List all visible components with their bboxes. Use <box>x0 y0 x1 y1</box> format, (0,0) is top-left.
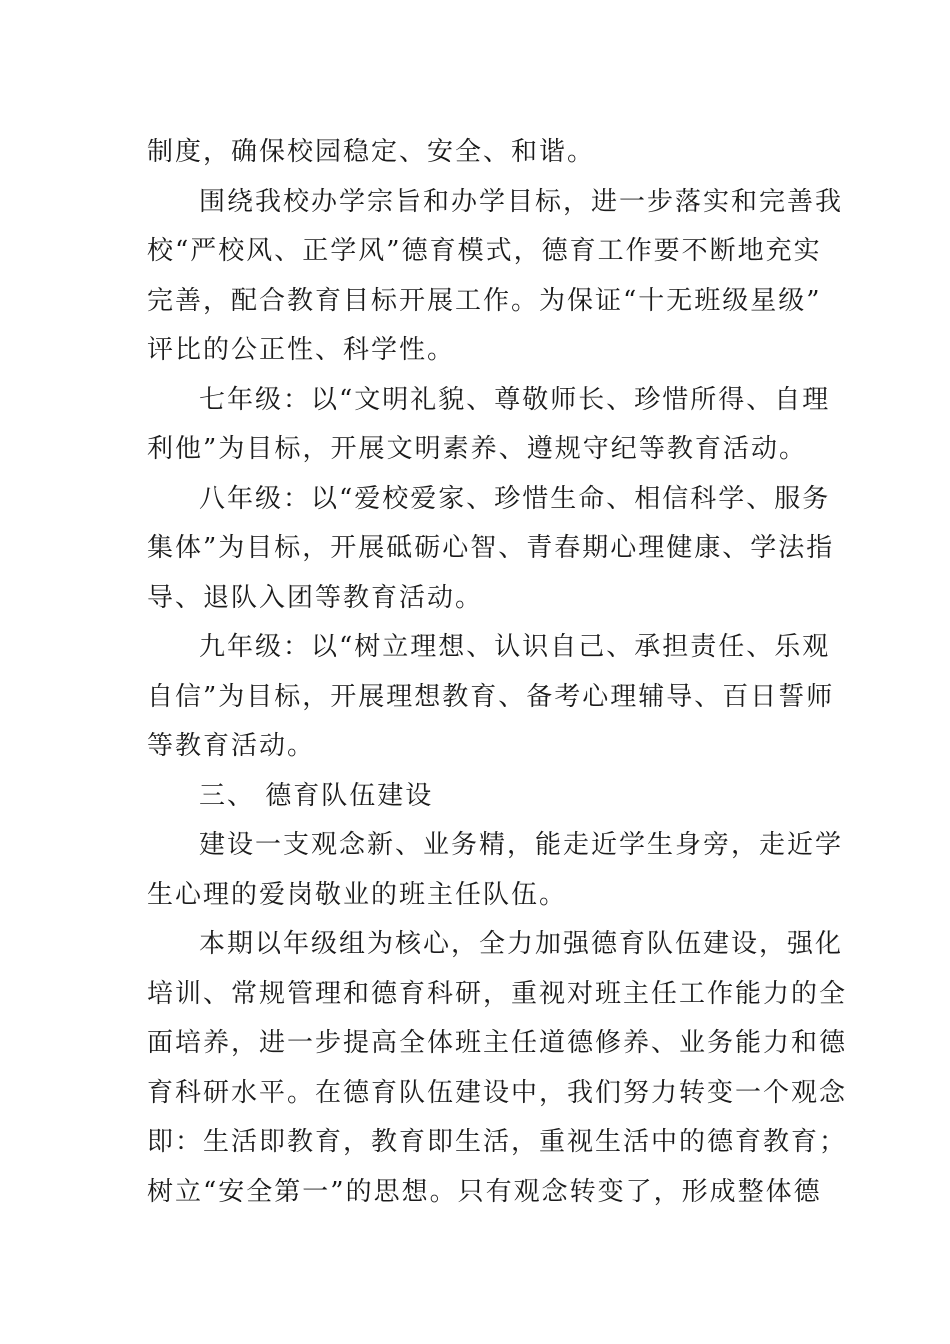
text-line: 本期以年级组为核心，全力加强德育队伍建设，强化 <box>199 929 844 959</box>
text-line: 即：生活即教育，教育即生活，重视生活中的德育教育； <box>147 1127 848 1157</box>
text-line: 树立“安全第一”的思想。只有观念转变了，形成整体德 <box>147 1176 822 1207</box>
text-line: 等教育活动。 <box>147 731 316 761</box>
text-line: 七年级：以“文明礼貌、尊敬师长、珍惜所得、自理 <box>199 384 831 415</box>
text-line: 集体”为目标，开展砥砺心智、青春期心理健康、学法指 <box>147 533 835 563</box>
text-line: 建设一支观念新、业务精，能走近学生身旁，走近学 <box>199 830 844 860</box>
text-line: 导、退队入团等教育活动。 <box>147 582 484 613</box>
text-line: 自信”为目标，开展理想教育、备考心理辅导、百日誓师 <box>147 681 835 712</box>
text-line: 面培养，进一步提高全体班主任道德修养、业务能力和德 <box>147 1028 848 1058</box>
text-line: 八年级：以“爱校爱家、珍惜生命、相信科学、服务 <box>199 483 831 514</box>
text-line: 利他”为目标，开展文明素养、遵规守纪等教育活动。 <box>147 434 807 464</box>
text-line: 校“严校风、正学风”德育模式，德育工作要不断地充实 <box>147 236 822 266</box>
text-line: 培训、常规管理和德育科研，重视对班主任工作能力的全 <box>147 978 848 1009</box>
section-heading: 三、 德育队伍建设 <box>199 780 434 811</box>
text-line: 九年级：以“树立理想、认识自己、承担责任、乐观 <box>199 632 831 662</box>
text-line: 育科研水平。在德育队伍建设中，我们努力转变一个观念 <box>147 1077 848 1108</box>
text-line: 制度，确保校园稳定、安全、和谐。 <box>147 137 596 167</box>
text-line: 完善，配合教育目标开展工作。为保证“十无班级星级” <box>147 285 822 316</box>
document-body <box>147 128 848 1217</box>
text-line: 围绕我校办学宗旨和办学目标，进一步落实和完善我 <box>199 186 844 217</box>
text-line: 评比的公正性、科学性。 <box>147 335 456 365</box>
text-line: 生心理的爱岗敬业的班主任队伍。 <box>147 879 568 910</box>
